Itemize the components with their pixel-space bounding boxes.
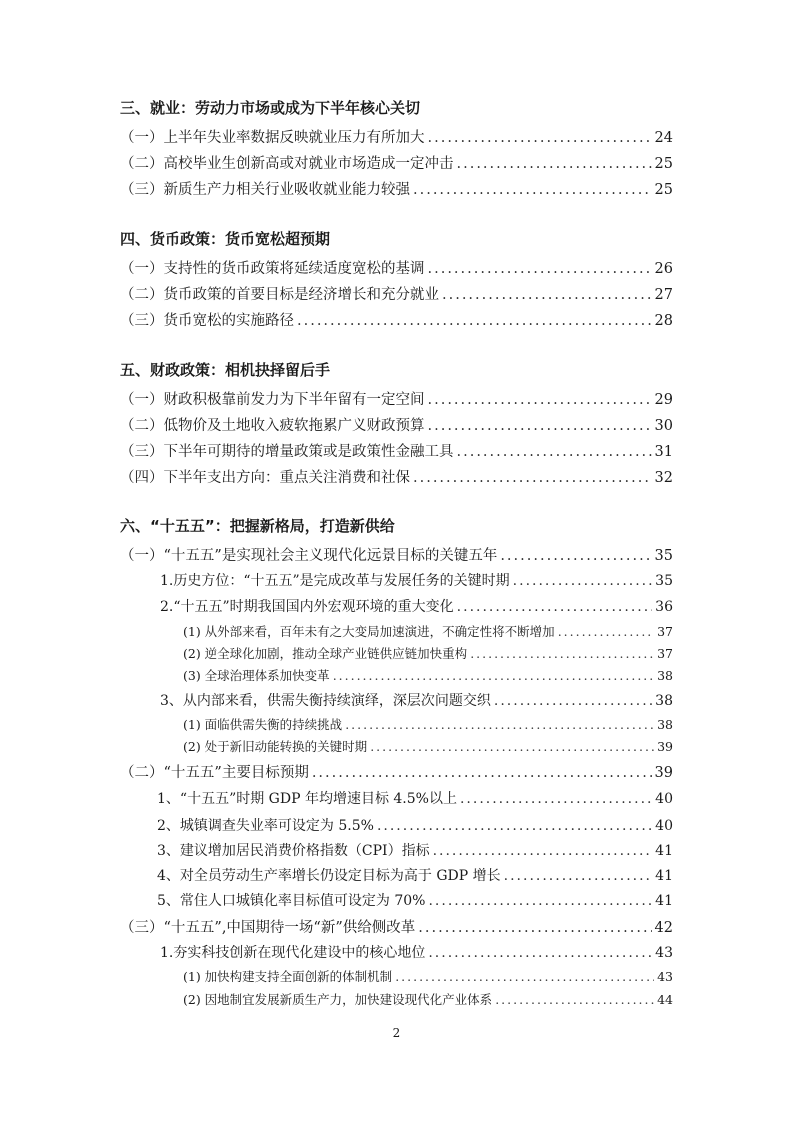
- toc-leader-dots: [460, 791, 652, 807]
- toc-leader-dots: [377, 818, 652, 834]
- toc-entry[interactable]: [120, 544, 673, 566]
- toc-entry-page: 42: [654, 920, 673, 936]
- toc-entry[interactable]: [160, 596, 673, 618]
- toc-entry-page: 25: [654, 156, 673, 172]
- toc-entry-title: （四）下半年支出方向：重点关注消费和社保: [120, 470, 410, 486]
- toc-entry[interactable]: [160, 942, 673, 964]
- section-heading: 六、“十五五”：把握新格局，打造新供给: [120, 517, 395, 535]
- toc-leader-dots: [312, 765, 652, 781]
- toc-entry-page: 44: [657, 992, 673, 1007]
- toc-entry[interactable]: [120, 388, 673, 410]
- toc-entry-page: 37: [657, 624, 673, 639]
- toc-entry-page: 41: [655, 893, 673, 909]
- toc-entry-title: 2.“十五五”时期我国国内外宏观环境的重大变化: [160, 599, 454, 615]
- toc-entry-title: (1) 从外部来看，百年未有之大变局加速演进，不确定性将不断增加: [183, 624, 555, 639]
- toc-entry-title: (1) 面临供需失衡的持续挑战: [183, 717, 343, 732]
- toc-leader-dots: [495, 992, 654, 1007]
- toc-leader-dots: [457, 444, 652, 460]
- toc-entry[interactable]: [120, 126, 673, 148]
- toc-entry-title: 1.历史方位：“十五五”是完成改革与发展任务的关键时期: [160, 573, 510, 589]
- toc-leader-dots: [428, 945, 652, 961]
- toc-entry-title: （三）下半年可期待的增量政策或是政策性金融工具: [120, 444, 454, 460]
- toc-entry-title: (2) 处于新旧动能转换的关键时期: [183, 739, 368, 754]
- toc-leader-dots: [428, 418, 652, 434]
- toc-entry-page: 37: [657, 646, 673, 661]
- toc-entry-page: 32: [654, 470, 673, 486]
- toc-leader-dots: [457, 156, 652, 172]
- toc-entry-title: (2) 逆全球化加剧，推动全球产业链供应链加快重构: [183, 646, 468, 661]
- toc-entry-title: 1.夯实科技创新在现代化建设中的核心地位: [160, 945, 426, 961]
- toc-entry-page: 28: [654, 313, 673, 329]
- toc-entry[interactable]: [183, 666, 673, 688]
- toc-entry-title: 3、从内部来看，供需失衡持续演绎，深层次问题交织: [160, 693, 491, 709]
- toc-entry-page: 25: [654, 182, 673, 198]
- toc-entry[interactable]: [183, 715, 673, 737]
- toc-entry-page: 26: [654, 261, 673, 277]
- toc-entry-title: （二）高校毕业生创新高或对就业市场造成一定冲击: [120, 156, 454, 172]
- page-number: 2: [392, 1026, 401, 1040]
- toc-entry-page: 38: [657, 717, 673, 732]
- toc-entry-page: 31: [654, 444, 673, 460]
- toc-entry[interactable]: [160, 570, 673, 592]
- toc-leader-dots: [413, 470, 652, 486]
- toc-entry[interactable]: [120, 152, 673, 174]
- toc-entry-page: 39: [654, 765, 673, 781]
- toc-leader-dots: [513, 573, 653, 589]
- toc-entry-title: （二）货币政策的首要目标是经济增长和充分就业: [120, 287, 439, 303]
- toc-entry-title: （二）低物价及土地收入疲软拖累广义财政预算: [120, 418, 425, 434]
- toc-entry-page: 36: [655, 599, 673, 615]
- toc-entry[interactable]: [157, 865, 673, 887]
- toc-entry[interactable]: [120, 309, 673, 331]
- toc-entry-title: （一）支持性的货币政策将延续适度宽松的基调: [120, 261, 425, 277]
- section-heading: 五、财政政策：相机抉择留后手: [120, 361, 331, 379]
- toc-entry-page: 43: [655, 945, 673, 961]
- toc-entry-page: 24: [654, 130, 673, 146]
- toc-entry-page: 43: [657, 969, 673, 984]
- toc-entry-title: 3、建议增加居民消费价格指数（CPI）指标: [157, 843, 430, 859]
- toc-leader-dots: [457, 599, 653, 615]
- toc-entry[interactable]: [157, 815, 673, 837]
- toc-entry-page: 29: [654, 392, 673, 408]
- toc-entry[interactable]: [157, 840, 673, 862]
- toc-leader-dots: [413, 182, 652, 198]
- toc-leader-dots: [297, 313, 652, 329]
- toc-leader-dots: [428, 893, 652, 909]
- toc-entry[interactable]: [120, 414, 673, 436]
- toc-entry-title: (2) 因地制宜发展新质生产力，加快建设现代化产业体系: [183, 992, 493, 1007]
- toc-entry[interactable]: [183, 967, 673, 989]
- toc-entry[interactable]: [183, 990, 673, 1012]
- toc-entry[interactable]: [183, 737, 673, 759]
- toc-leader-dots: [504, 868, 653, 884]
- toc-entry[interactable]: [183, 622, 673, 644]
- toc-entry-page: 41: [655, 843, 673, 859]
- toc-leader-dots: [395, 969, 654, 984]
- toc-entry[interactable]: [120, 466, 673, 488]
- toc-entry-page: 40: [655, 818, 673, 834]
- toc-leader-dots: [470, 646, 654, 661]
- toc-leader-dots: [433, 843, 653, 859]
- toc-entry[interactable]: [157, 788, 673, 810]
- toc-entry-title: （一）上半年失业率数据反映就业压力有所加大: [120, 130, 425, 146]
- toc-entry-page: 38: [655, 693, 673, 709]
- toc-entry-title: （三）“十五五”,中国期待一场“新”供给侧改革: [120, 920, 416, 936]
- toc-entry[interactable]: [120, 761, 673, 783]
- toc-entry-title: （二）“十五五”主要目标预期: [120, 765, 309, 781]
- toc-entry-title: 1、“十五五”时期 GDP 年均增速目标 4.5%以上: [157, 791, 457, 807]
- toc-entry-title: （三）新质生产力相关行业吸收就业能力较强: [120, 182, 410, 198]
- toc-entry[interactable]: [183, 644, 673, 666]
- toc-leader-dots: [558, 624, 654, 639]
- toc-entry-title: (1) 加快构建支持全面创新的体制机制: [183, 969, 393, 984]
- toc-entry-title: 2、城镇调查失业率可设定为 5.5%: [157, 818, 374, 834]
- toc-leader-dots: [494, 693, 652, 709]
- toc-entry[interactable]: [120, 257, 673, 279]
- toc-leader-dots: [500, 548, 651, 564]
- toc-leader-dots: [428, 392, 652, 408]
- toc-entry-title: （三）货币宽松的实施路径: [120, 313, 294, 329]
- toc-entry-title: （一）“十五五”是实现社会主义现代化远景目标的关键五年: [120, 548, 498, 564]
- toc-entry-page: 41: [655, 868, 673, 884]
- toc-entry[interactable]: [120, 440, 673, 462]
- section-heading: 四、货币政策：货币宽松超预期: [120, 230, 331, 248]
- toc-leader-dots: [345, 717, 654, 732]
- toc-entry-page: 35: [654, 548, 673, 564]
- toc-entry[interactable]: [120, 916, 673, 938]
- toc-entry-page: 27: [654, 287, 673, 303]
- toc-entry-title: 4、对全员劳动生产率增长仍设定目标为高于 GDP 增长: [157, 868, 501, 884]
- toc-leader-dots: [370, 739, 654, 754]
- toc-leader-dots: [428, 261, 652, 277]
- toc-leader-dots: [442, 287, 652, 303]
- toc-entry-page: 35: [655, 573, 673, 589]
- toc-leader-dots: [333, 668, 654, 683]
- toc-entry[interactable]: [160, 690, 673, 712]
- toc-entry-title: (3) 全球治理体系加快变革: [183, 668, 330, 683]
- toc-entry-page: 30: [654, 418, 673, 434]
- toc-leader-dots: [418, 920, 651, 936]
- toc-entry-page: 38: [657, 668, 673, 683]
- toc-entry-page: 40: [655, 791, 673, 807]
- section-heading: 三、就业：劳动力市场或成为下半年核心关切: [120, 99, 421, 117]
- toc-leader-dots: [428, 130, 652, 146]
- toc-entry-title: （一）财政积极靠前发力为下半年留有一定空间: [120, 392, 425, 408]
- toc-entry[interactable]: [120, 178, 673, 200]
- toc-entry-page: 39: [657, 739, 673, 754]
- toc-entry[interactable]: [120, 283, 673, 305]
- toc-entry[interactable]: [157, 890, 673, 912]
- toc-entry-title: 5、常住人口城镇化率目标值可设定为 70%: [157, 893, 426, 909]
